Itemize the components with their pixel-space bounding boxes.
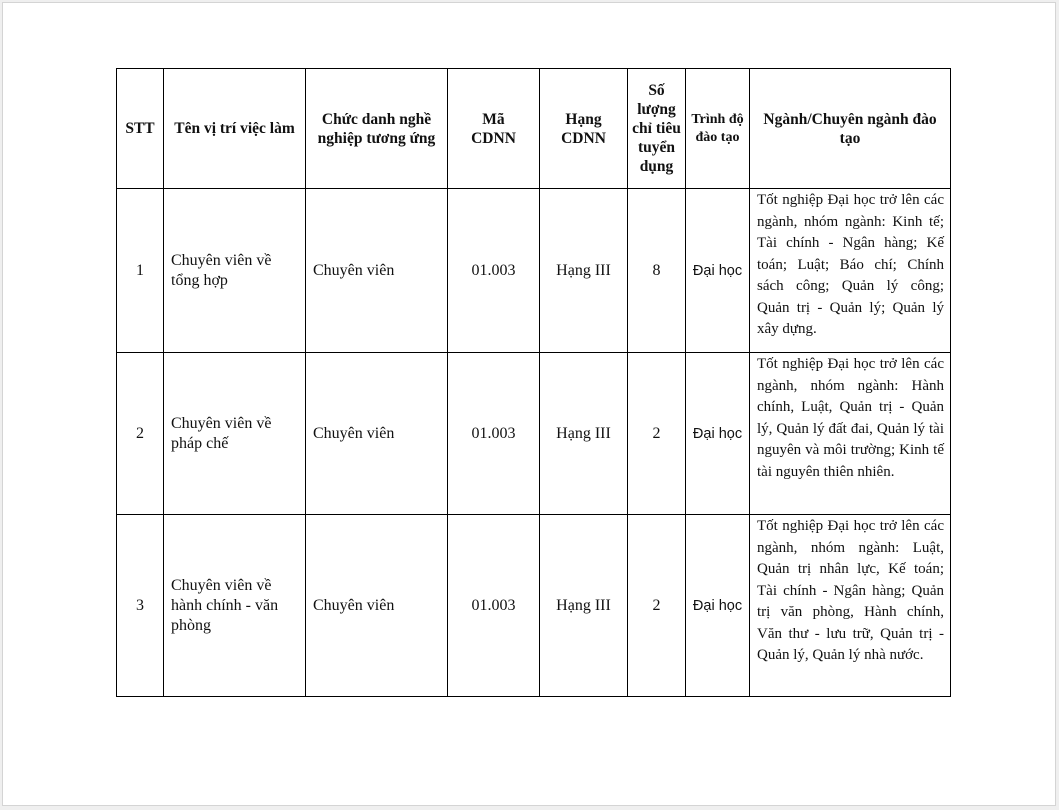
- header-major-label: Ngành/Chuyên ngành đào tạo: [763, 110, 937, 147]
- cell-quota: 2: [628, 353, 686, 515]
- header-quota-label: Số lượng chỉ tiêu tuyển dụng: [632, 82, 681, 175]
- cell-rank: Hạng III: [540, 353, 628, 515]
- cell-rank: Hạng III: [540, 189, 628, 353]
- header-education: [686, 69, 750, 189]
- cell-major: Tốt nghiệp Đại học trở lên các ngành, nhóm ngành: Hành chính, Luật, Quản trị - Quản lý, Quản lý đất đai, Quản lý tài nguyên và môi trường; Kinh tế tài nguyên thiên nhiên.: [750, 353, 951, 515]
- cell-education: Đại học: [686, 515, 750, 697]
- cell-stt: 3: [117, 515, 164, 697]
- cell-code: 01.003: [448, 189, 540, 353]
- cell-title: Chuyên viên: [306, 353, 448, 515]
- cell-title: Chuyên viên: [306, 515, 448, 697]
- cell-code: 01.003: [448, 353, 540, 515]
- cell-position: Chuyên viên về pháp chế: [164, 353, 306, 515]
- cell-rank: Hạng III: [540, 515, 628, 697]
- cell-education: Đại học: [686, 353, 750, 515]
- cell-position: Chuyên viên về tổng hợp: [164, 189, 306, 353]
- cell-stt: 2: [117, 353, 164, 515]
- document-page: [2, 2, 1056, 806]
- header-rank-label: Hạng CDNN: [561, 110, 606, 147]
- header-position-label: Tên vị trí việc làm: [174, 120, 295, 137]
- cell-quota: 8: [628, 189, 686, 353]
- cell-code: 01.003: [448, 515, 540, 697]
- header-education-label: Trình độ đào tạo: [691, 111, 744, 145]
- header-position: [164, 69, 306, 189]
- cell-major: Tốt nghiệp Đại học trở lên các ngành, nhóm ngành: Luật, Quản trị nhân lực, Kế toán; Tài chính - Ngân hàng; Quản trị văn phòng, Hành chính, Văn thư - lưu trữ, Quản trị - Quản lý, Quản lý nhà nước.: [750, 515, 951, 697]
- cell-stt: 1: [117, 189, 164, 353]
- header-code: [448, 69, 540, 189]
- table-row: [117, 189, 951, 353]
- table-row: [117, 515, 951, 697]
- table-row: [117, 353, 951, 515]
- header-quota: [628, 69, 686, 189]
- header-code-label: Mã CDNN: [471, 110, 516, 147]
- table-header-row: [117, 69, 951, 189]
- recruitment-table: [116, 68, 951, 697]
- header-major: [750, 69, 951, 189]
- cell-major: Tốt nghiệp Đại học trở lên các ngành, nhóm ngành: Kinh tế; Tài chính - Ngân hàng; Kế toán; Luật; Báo chí; Chính sách công; Quản lý công; Quản trị - Quản lý; Quản lý xây dựng.: [750, 189, 951, 353]
- cell-title: Chuyên viên: [306, 189, 448, 353]
- header-rank: [540, 69, 628, 189]
- cell-position: Chuyên viên về hành chính - văn phòng: [164, 515, 306, 697]
- header-title-label: Chức danh nghề nghiệp tương ứng: [317, 110, 436, 147]
- cell-quota: 2: [628, 515, 686, 697]
- header-title: [306, 69, 448, 189]
- cell-education: Đại học: [686, 189, 750, 353]
- header-stt: STT: [117, 69, 164, 189]
